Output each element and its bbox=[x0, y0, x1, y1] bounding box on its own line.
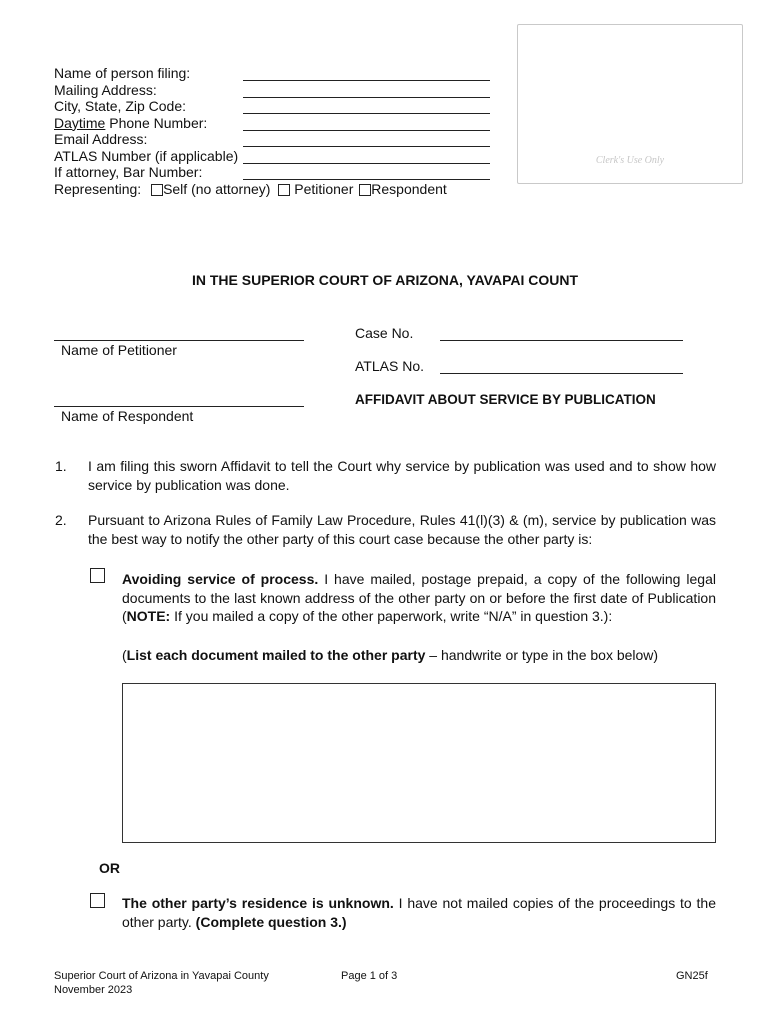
note-label: NOTE: bbox=[126, 608, 171, 624]
phone-number-line[interactable] bbox=[243, 130, 490, 131]
representing-label: Representing: bbox=[54, 180, 142, 197]
avoiding-service-checkbox[interactable] bbox=[90, 568, 105, 583]
email-address-label: Email Address: bbox=[54, 131, 148, 147]
list-instruction-rest: – handwrite or type in the box below) bbox=[425, 647, 659, 663]
atlas-number-label: ATLAS Number (if applicable) bbox=[54, 147, 239, 164]
list-instruction-open: ( bbox=[122, 647, 127, 663]
documents-mailed-box[interactable] bbox=[122, 683, 716, 843]
item-1-text: I am filing this sworn Affidavit to tell the Court why service by publication was used and to show how service by publication was done. bbox=[88, 458, 716, 493]
footer-date-line: November 2023 bbox=[54, 984, 133, 996]
residence-unknown-text: I have not mailed copies of the proceedings to the other party. bbox=[122, 895, 716, 930]
or-label: OR bbox=[99, 860, 120, 876]
court-title: IN THE SUPERIOR COURT OF ARIZONA, YAVAPAI COUNT bbox=[191, 272, 579, 288]
filer-name-label: Name of person filing: bbox=[54, 65, 191, 81]
daytime-phone-label bbox=[54, 115, 447, 132]
list-instruction-bold: List each document mailed to the other party bbox=[126, 647, 426, 663]
self-checkbox[interactable] bbox=[151, 184, 163, 196]
respondent-checkbox[interactable] bbox=[359, 184, 371, 196]
note-text: If you mailed a copy of the other paperwork, write “N/A” in question 3.): bbox=[170, 608, 613, 624]
document-title: AFFIDAVIT ABOUT SERVICE BY PUBLICATION bbox=[355, 392, 656, 407]
footer-left bbox=[54, 969, 269, 997]
respondent-name-line[interactable] bbox=[54, 406, 304, 407]
petitioner-checkbox[interactable] bbox=[278, 184, 290, 196]
avoiding-service-paragraph bbox=[122, 570, 716, 626]
bar-number-label: If attorney, Bar Number: bbox=[54, 164, 203, 180]
clerk-use-label: Clerk's Use Only bbox=[595, 155, 665, 166]
filer-name-line[interactable] bbox=[243, 80, 490, 81]
phone-number-word: Phone Number: bbox=[105, 114, 208, 131]
filer-info-labels bbox=[54, 65, 447, 197]
mailing-address-line[interactable] bbox=[243, 97, 490, 98]
avoiding-service-text: I have mailed, postage prepaid, a copy of the following legal documents to the last known address of the other party on or before the first date of Publication ( bbox=[122, 571, 716, 624]
email-address-line[interactable] bbox=[243, 146, 490, 147]
atlas-number-line[interactable] bbox=[243, 163, 490, 164]
item-2-number: 2. bbox=[55, 512, 67, 528]
atlas-no-label: ATLAS No. bbox=[355, 358, 424, 374]
footer-page-number: Page 1 of 3 bbox=[341, 970, 398, 982]
case-no-label: Case No. bbox=[355, 325, 414, 341]
city-state-zip-label: City, State, Zip Code: bbox=[54, 98, 187, 114]
self-option-label: Self (no attorney) bbox=[163, 180, 271, 197]
item-2-text: Pursuant to Arizona Rules of Family Law Procedure, Rules 41(l)(3) & (m), service by publication was the best way to notify the other party of this court case because the other party is: bbox=[88, 512, 716, 547]
complete-question-3: (Complete question 3.) bbox=[195, 913, 347, 930]
petitioner-label: Name of Petitioner bbox=[61, 342, 177, 358]
avoiding-service-title: Avoiding service of process. bbox=[122, 571, 319, 587]
clerk-use-box bbox=[517, 24, 743, 184]
atlas-no-line[interactable] bbox=[440, 373, 683, 374]
list-instruction bbox=[122, 646, 722, 665]
respondent-option-label: Respondent bbox=[371, 180, 447, 197]
case-no-line[interactable] bbox=[440, 340, 683, 341]
daytime-word: Daytime bbox=[54, 114, 106, 131]
residence-unknown-title: The other party’s residence is unknown. bbox=[122, 895, 394, 911]
mailing-address-label: Mailing Address: bbox=[54, 81, 157, 98]
residence-unknown-checkbox[interactable] bbox=[90, 893, 105, 908]
petitioner-option-label: Petitioner bbox=[294, 180, 354, 197]
bar-number-line[interactable] bbox=[243, 179, 490, 180]
footer-form-code: GN25f bbox=[676, 970, 708, 982]
representing-row bbox=[54, 181, 447, 198]
item-1-number: 1. bbox=[55, 458, 67, 474]
petitioner-name-line[interactable] bbox=[54, 340, 304, 341]
footer-court-line: Superior Court of Arizona in Yavapai County bbox=[54, 970, 269, 982]
respondent-label: Name of Respondent bbox=[61, 408, 194, 424]
city-state-zip-line[interactable] bbox=[243, 113, 490, 114]
residence-unknown-paragraph bbox=[122, 894, 716, 931]
